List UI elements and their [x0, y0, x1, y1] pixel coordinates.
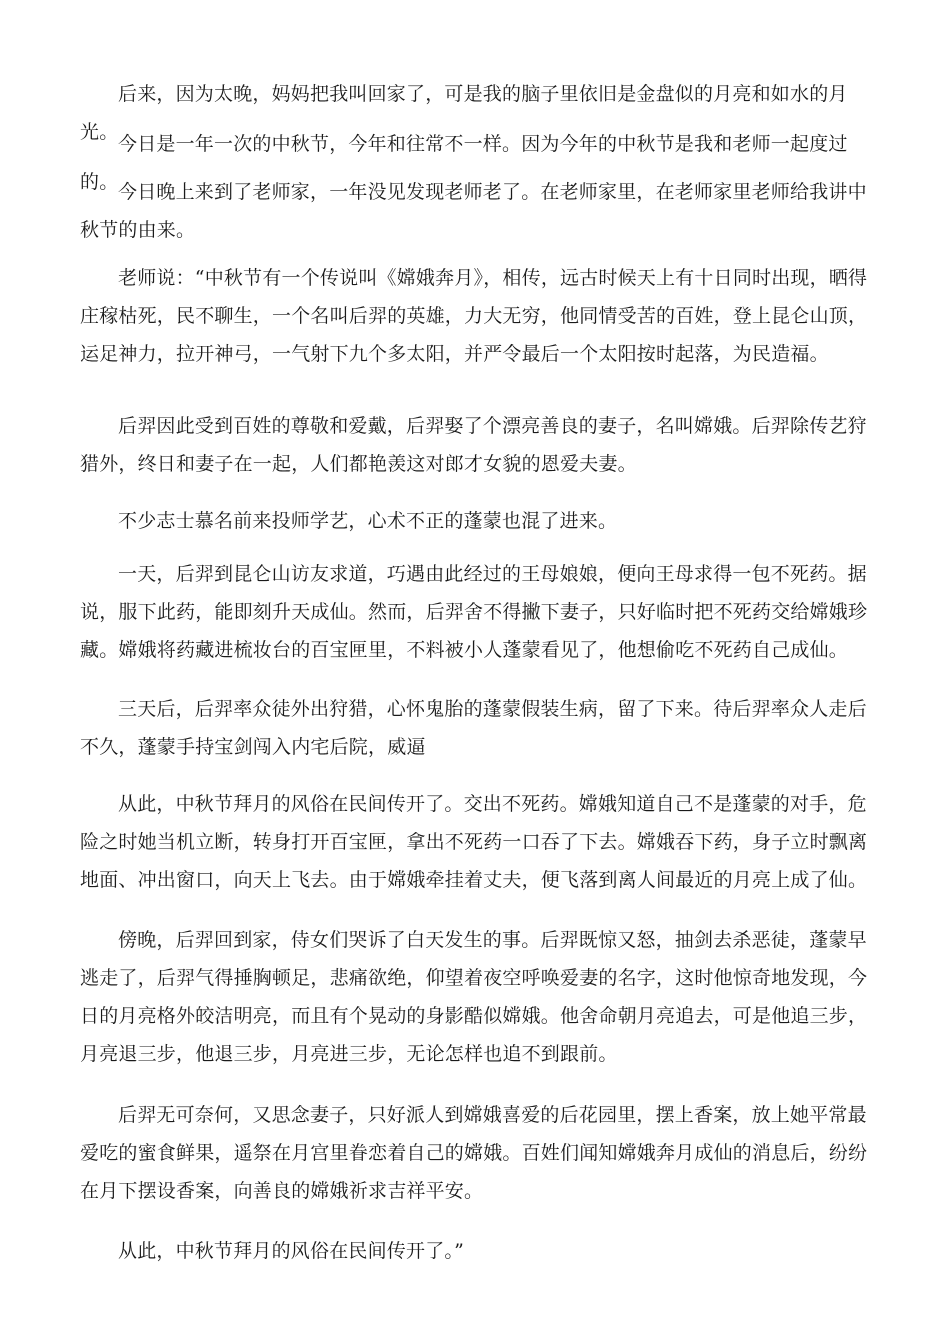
paragraph: 不少志士慕名前来投师学艺，心术不正的蓬蒙也混了进来。 [118, 510, 618, 532]
paragraph: 老师说：“中秋节有一个传说叫《嫦娥奔月》，相传，远古时候天上有十日同时出现，晒得庄稼枯死，民不聊生，一个名叫后羿的英雄，力大无穷，他同情受苦的百姓，登上昆仑山顶，运足神力，拉开神弓，一气射下九个多太阳，并严令最后一个太阳按时起落，为民造福。 [80, 267, 868, 365]
paragraph: 今日晚上来到了老师家，一年没见发现老师老了。在老师家里，在老师家里老师给我讲中秋节的由来。 [80, 181, 867, 241]
paragraph: 后羿因此受到百姓的尊敬和爱戴，后羿娶了个漂亮善良的妻子，名叫嫦娥。后羿除传艺狩猎外，终日和妻子在一起，人们都艳羡这对郎才女貌的恩爱夫妻。 [80, 415, 867, 475]
paragraph: 后羿无可奈何，又思念妻子，只好派人到嫦娥喜爱的后花园里，摆上香案，放上她平常最爱吃的蜜食鲜果，遥祭在月宫里眷恋着自己的嫦娥。百姓们闻知嫦娥奔月成仙的消息后，纷纷在月下摆设香案，向善良的嫦娥祈求吉祥平安。 [80, 1104, 868, 1202]
paragraph: 傍晚，后羿回到家，侍女们哭诉了白天发生的事。后羿既惊又怒，抽剑去杀恶徒，蓬蒙早逃走了，后羿气得捶胸顿足，悲痛欲绝，仰望着夜空呼唤爱妻的名字，这时他惊奇地发现，今日的月亮格外皎洁明亮，而且有个晃动的身影酷似嫦娥。他舍命朝月亮追去，可是他追三步，月亮退三步，他退三步，月亮进三步，无论怎样也追不到跟前。 [80, 929, 868, 1065]
paragraph: 从此，中秋节拜月的风俗在民间传开了。” [118, 1240, 465, 1262]
paragraph: 一天，后羿到昆仑山访友求道，巧遇由此经过的王母娘娘，便向王母求得一包不死药。据说，服下此药，能即刻升天成仙。然而，后羿舍不得撇下妻子，只好临时把不死药交给嫦娥珍藏。嫦娥将药藏进梳妆台的百宝匣里，不料被小人蓬蒙看见了，他想偷吃不死药自己成仙。 [80, 563, 868, 661]
paragraph: 今日是一年一次的中秋节，今年和往常不一样。因为今年的中秋节是我和老师一起度过的。 [80, 133, 848, 193]
paragraph: 从此，中秋节拜月的风俗在民间传开了。交出不死药。嫦娥知道自己不是蓬蒙的对手，危险之时她当机立断，转身打开百宝匣，拿出不死药一口吞了下去。嫦娥吞下药，身子立时飘离地面、冲出窗口，向天上飞去。由于嫦娥牵挂着丈夫，便飞落到离人间最近的月亮上成了仙。 [80, 793, 868, 891]
paragraph: 三天后，后羿率众徒外出狩猎，心怀鬼胎的蓬蒙假装生病，留了下来。待后羿率众人走后不久，蓬蒙手持宝剑闯入内宅后院，威逼 [80, 698, 867, 758]
paragraph: 后来，因为太晚，妈妈把我叫回家了，可是我的脑子里依旧是金盘似的月亮和如水的月光。 [80, 83, 848, 143]
